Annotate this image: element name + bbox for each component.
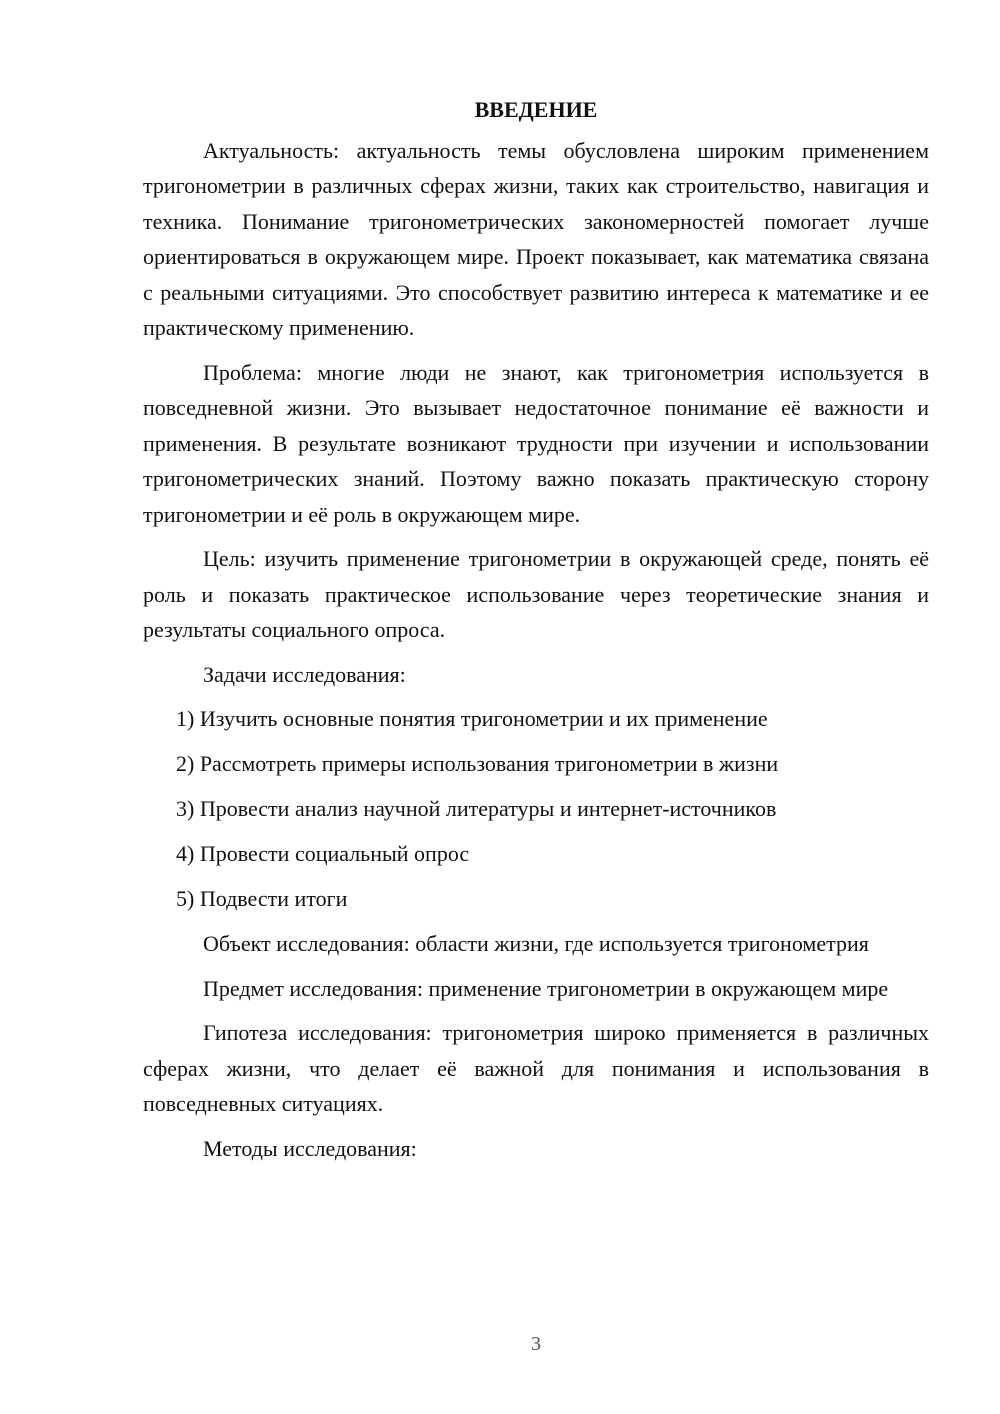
page-content [143,92,929,1175]
paragraph-relevance: Актуальность: актуальность темы обусловлена широким применением тригонометрии в различных сферах жизни, таких как строительство, навигация и техника. Понимание тригонометрических закономерностей помогает лучше ориентироваться в окружающем мире. Проект показывает, как математика связана с реальными ситуациями. Это способствует развитию интереса к математике и ее практическому применению. [143,137,929,340]
paragraph-goal: Цель: изучить применение тригонометрии в окружающей среде, понять её роль и показать практическое использование через теоретические знания и результаты социального опроса. [143,546,929,642]
list-item: 3) Провести анализ научной литературы и интернет-источников [176,796,777,821]
paragraph-problem: Проблема: многие люди не знают, как тригонометрия используется в повседневной жизни. Это вызывает недостаточное понимание её важности и применения. В результате возникают трудности при изучении и использовании тригонометрических знаний. Поэтому важно показать практическую сторону тригонометрии и её роль в окружающем мире. [143,359,929,527]
paragraph-subject: Предмет исследования: применение тригонометрии в окружающем мире [203,975,889,1001]
list-item: 1) Изучить основные понятия тригонометрии и их применение [176,706,768,731]
list-item: 2) Рассмотреть примеры использования тригонометрии в жизни [176,751,779,776]
list-item: 5) Подвести итоги [176,886,348,911]
paragraph-methods: Методы исследования: [203,1135,417,1161]
list-item: 4) Провести социальный опрос [176,841,470,866]
paragraph-hypothesis: Гипотеза исследования: тригонометрия широко применяется в различных сферах жизни, что делает её важной для понимания и использования в повседневных ситуациях. [143,1020,929,1116]
tasks-list [143,701,929,917]
page-number: 3 [531,1333,541,1355]
paragraph-object: Объект исследования: области жизни, где используется тригонометрия [203,931,869,956]
page-title: ВВЕДЕНИЕ [474,97,598,122]
paragraph-tasks-heading: Задачи исследования: [203,661,406,687]
